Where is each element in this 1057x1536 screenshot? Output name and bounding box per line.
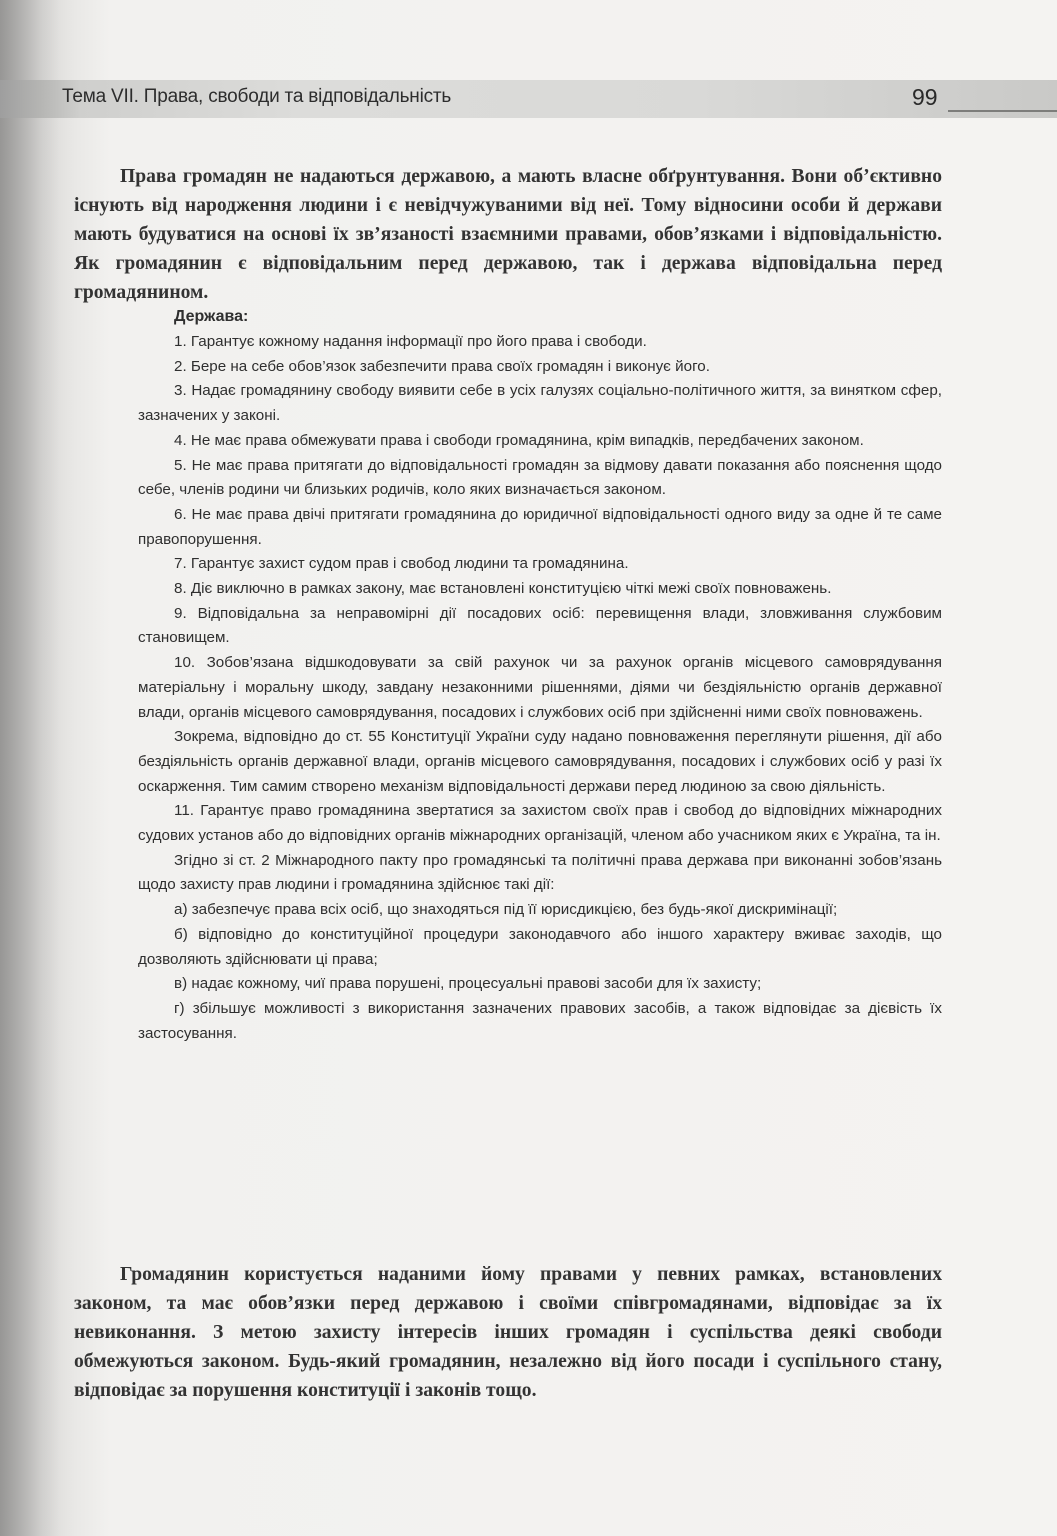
list-item: 10. Зобов’язана відшкодовувати за свій рахунок чи за рахунок органів місцевого самоврядування матеріальну і моральну шкоду, завдану незаконними рішеннями, діями чи бездіяльністю органів державної влади, органів місцевого самоврядування, посадових і службових осіб при здійсненні ними своїх повноважень.	[138, 654, 942, 721]
list-item: г) збільшує можливості з використання зазначених правових засобів, а також відповідає за дієвість їх застосування.	[138, 999, 942, 1042]
list-item: 4. Не має права обмежувати права і свободи громадянина, крім випадків, передбачених законом.	[174, 431, 864, 449]
page-spine-shadow	[0, 0, 60, 1536]
list-item: а) забезпечує права всіх осіб, що знаходяться під її юрисдикцією, без будь-якої дискримінації;	[174, 901, 838, 919]
list-item: 7. Гарантує захист судом прав і свобод людини та громадянина.	[174, 555, 629, 573]
list-item: 6. Не має права двічі притягати громадянина до юридичної відповідальності одного виду за одне й те саме правопорушення.	[138, 505, 942, 548]
state-duties-section	[138, 304, 942, 1046]
intro-paragraph: Права громадян не надаються державою, а мають власне обґрунтування. Вони об’єктивно існують від народження людини і є невідчужуваними від неї. Тому відносини особи й держави мають будуватися на основі їх зв’язаності взаємними правами, обов’язками і відповідальністю. Як громадянин є відповідальним перед державою, так і держава відповідальна перед громадянином.	[74, 166, 942, 303]
list-item: 9. Відповідальна за неправомірні дії посадових осіб: перевищення влади, зловживання службовим становищем.	[138, 604, 942, 647]
list-item: 2. Бере на себе обов’язок забезпечити права своїх громадян і виконує його.	[174, 357, 710, 375]
list-item: б) відповідно до конституційної процедури законодавчого або іншого характеру вживає заходів, що дозволяють здійснювати ці права;	[138, 925, 942, 968]
list-item: 1. Гарантує кожному надання інформації про його права і свободи.	[174, 333, 647, 350]
list-item: 3. Надає громадянину свободу виявити себе в усіх галузях соціально-політичного життя, за винятком сфер, зазначених у законі.	[138, 382, 942, 425]
list-item: в) надає кожному, чиї права порушені, процесуальні правові засоби для їх захисту;	[174, 975, 762, 993]
list-item: 11. Гарантує право громадянина звертатися за захистом своїх прав і свобод до відповідних міжнародних судових установ або до відповідних органів міжнародних організацій, членом або учасником яких є Україна, та ін.	[138, 802, 942, 845]
list-item: Згідно зі ст. 2 Міжнародного пакту про громадянські та політичні права держава при виконанні зобов’язань щодо захисту прав людини і громадянина здійснює такі дії:	[138, 851, 942, 894]
page-number: 99	[912, 84, 938, 110]
header-rule	[948, 110, 1057, 112]
intro-section	[74, 162, 942, 307]
list-item: Зокрема, відповідно до ст. 55 Конституції України суду надано повноваження переглянути рішення, дії або бездіяльність органів державної влади, органів місцевого самоврядування, посадових і службових осіб у разі їх оскарження. Тим самим створено механізм відповідальності держави перед людиною за свою діяльність.	[138, 728, 942, 795]
running-header-title: Тема VII. Права, свободи та відповідальність	[62, 86, 452, 107]
list-item: 5. Не має права притягати до відповідальності громадян за відмову давати показання або пояснення щодо себе, членів родини чи близьких родичів, коло яких визначається законом.	[138, 456, 942, 499]
list-item: 8. Діє виключно в рамках закону, має встановлені конституцією чіткі межі своїх повноважень.	[174, 580, 832, 598]
outro-section	[74, 1260, 942, 1405]
section-heading: Держава:	[174, 308, 249, 325]
outro-paragraph: Громадянин користується наданими йому правами у певних рамках, встановлених законом, та має обов’язки перед державою і своїми співгромадянами, відповідає за їх невиконання. З метою захисту інтересів інших громадян і суспільства деякі свободи обмежуються законом. Будь-який громадянин, незалежно від його посади і суспільного стану, відповідає за порушення конституції і законів тощо.	[74, 1264, 942, 1401]
